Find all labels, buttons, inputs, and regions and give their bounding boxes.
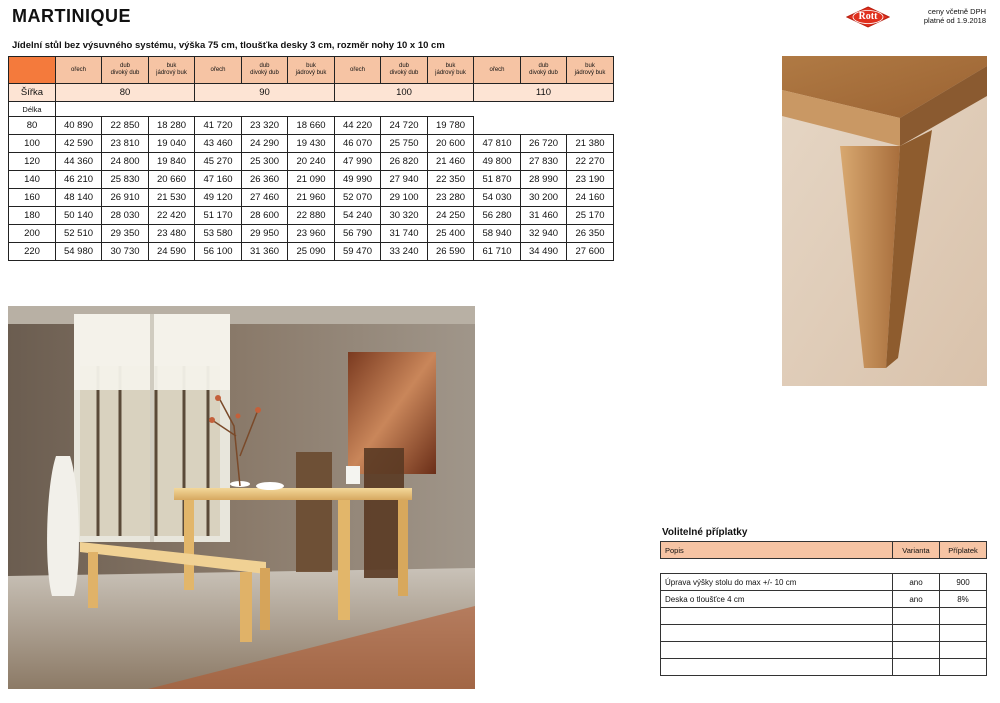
price-cell: 31 740 bbox=[381, 225, 428, 243]
price-cell: 22 420 bbox=[149, 207, 195, 225]
surcharge-variant bbox=[893, 642, 940, 659]
wood-type-header bbox=[428, 57, 474, 84]
price-cell: 20 660 bbox=[149, 171, 195, 189]
price-cell: 26 590 bbox=[428, 243, 474, 261]
price-cell: 40 890 bbox=[56, 117, 102, 135]
wood-type-label: jádrový buk bbox=[435, 70, 466, 76]
price-cell: 34 490 bbox=[521, 243, 567, 261]
length-value: 180 bbox=[9, 207, 56, 225]
price-cell: 44 220 bbox=[335, 117, 381, 135]
room-scene-photo bbox=[8, 306, 475, 689]
width-value: 100 bbox=[335, 84, 474, 102]
surcharge-row bbox=[661, 659, 987, 676]
wood-header-row bbox=[9, 57, 614, 84]
wood-type-label: buk bbox=[445, 63, 456, 69]
wood-type-label: divoký dub bbox=[389, 70, 419, 76]
width-label: Šířka bbox=[9, 84, 56, 102]
surcharge-amount bbox=[940, 608, 987, 625]
surcharge-row bbox=[661, 642, 987, 659]
price-cell: 30 730 bbox=[102, 243, 149, 261]
wood-type-label: divoký dub bbox=[250, 70, 279, 76]
price-cell: 45 270 bbox=[195, 153, 242, 171]
price-row bbox=[9, 243, 614, 261]
price-cell: 24 800 bbox=[102, 153, 149, 171]
price-cell: 23 320 bbox=[242, 117, 288, 135]
price-cell: 30 320 bbox=[381, 207, 428, 225]
price-cell: 49 990 bbox=[335, 171, 381, 189]
price-cell: 29 950 bbox=[242, 225, 288, 243]
wood-type-label: buk bbox=[166, 63, 177, 69]
surcharge-row bbox=[661, 625, 987, 642]
surcharge-row bbox=[661, 608, 987, 625]
wood-type-header bbox=[474, 57, 521, 84]
surcharge-amount: 900 bbox=[940, 574, 987, 591]
price-note-valid-from: platné od 1.9.2018 bbox=[923, 16, 986, 25]
wood-type-header bbox=[242, 57, 288, 84]
price-cell: 58 940 bbox=[474, 225, 521, 243]
surcharge-description bbox=[661, 608, 893, 625]
price-cell: 56 100 bbox=[195, 243, 242, 261]
width-row bbox=[9, 84, 614, 102]
price-cell: 27 940 bbox=[381, 171, 428, 189]
price-cell: 44 360 bbox=[56, 153, 102, 171]
price-row bbox=[9, 135, 614, 153]
price-cell: 24 290 bbox=[242, 135, 288, 153]
price-cell: 24 590 bbox=[149, 243, 195, 261]
length-value: 100 bbox=[9, 135, 56, 153]
wood-type-label: jádrový buk bbox=[574, 70, 606, 76]
wood-type-label: buk bbox=[306, 63, 316, 69]
wood-type-label: dub bbox=[259, 63, 270, 69]
price-cell: 31 360 bbox=[242, 243, 288, 261]
price-cell: 46 210 bbox=[56, 171, 102, 189]
surcharge-description bbox=[661, 659, 893, 676]
price-cell: 29 100 bbox=[381, 189, 428, 207]
length-value: 80 bbox=[9, 117, 56, 135]
price-cell: 54 980 bbox=[56, 243, 102, 261]
price-cell: 56 280 bbox=[474, 207, 521, 225]
price-cell: 18 280 bbox=[149, 117, 195, 135]
price-cell: 28 600 bbox=[242, 207, 288, 225]
price-cell: 42 590 bbox=[56, 135, 102, 153]
price-note bbox=[924, 7, 986, 25]
wood-type-label: divoký dub bbox=[110, 70, 140, 76]
price-cell: 59 470 bbox=[335, 243, 381, 261]
wood-type-label: ořech bbox=[349, 66, 365, 73]
wood-type-header bbox=[56, 57, 102, 84]
price-cell: 49 800 bbox=[474, 153, 521, 171]
price-cell: 28 990 bbox=[521, 171, 567, 189]
logo-text: Rott bbox=[858, 11, 878, 22]
price-cell: 22 270 bbox=[567, 153, 614, 171]
surcharge-amount bbox=[940, 659, 987, 676]
surcharge-row bbox=[661, 591, 987, 608]
price-cell: 23 960 bbox=[288, 225, 335, 243]
price-cell: 21 960 bbox=[288, 189, 335, 207]
surcharges-title: Volitelné příplatky bbox=[662, 527, 748, 538]
length-value: 220 bbox=[9, 243, 56, 261]
surcharge-description bbox=[661, 642, 893, 659]
price-cell: 33 240 bbox=[381, 243, 428, 261]
price-row bbox=[9, 117, 614, 135]
surcharge-variant bbox=[893, 659, 940, 676]
price-cell: 52 070 bbox=[335, 189, 381, 207]
surcharge-amount: 8% bbox=[940, 591, 987, 608]
wood-type-header bbox=[567, 57, 614, 84]
wood-type-label: dub bbox=[119, 63, 130, 69]
price-cell: 26 360 bbox=[242, 171, 288, 189]
surcharge-row bbox=[661, 574, 987, 591]
price-row bbox=[9, 225, 614, 243]
price-cell: 47 990 bbox=[335, 153, 381, 171]
surcharges-table bbox=[660, 541, 987, 676]
wood-type-label: jádrový buk bbox=[295, 70, 327, 76]
price-cell: 26 350 bbox=[567, 225, 614, 243]
wood-type-header bbox=[335, 57, 381, 84]
price-cell: 26 910 bbox=[102, 189, 149, 207]
price-cell: 54 240 bbox=[335, 207, 381, 225]
price-cell: 31 460 bbox=[521, 207, 567, 225]
price-cell: 19 840 bbox=[149, 153, 195, 171]
product-description: Jídelní stůl bez výsuvného systému, výška 75 cm, tloušťka desky 3 cm, rozměr nohy 10 x 10 cm bbox=[12, 40, 445, 51]
price-cell: 47 160 bbox=[195, 171, 242, 189]
price-cell: 22 850 bbox=[102, 117, 149, 135]
wood-type-header bbox=[195, 57, 242, 84]
surcharges-header-surcharge: Příplatek bbox=[940, 542, 987, 559]
price-note-vat: ceny včetně DPH bbox=[928, 7, 986, 16]
price-cell: 51 870 bbox=[474, 171, 521, 189]
price-row bbox=[9, 189, 614, 207]
price-cell: 25 300 bbox=[242, 153, 288, 171]
price-cell: 23 810 bbox=[102, 135, 149, 153]
length-label-spacer bbox=[56, 102, 614, 117]
price-cell: 41 720 bbox=[195, 117, 242, 135]
wood-type-label: ořech bbox=[70, 66, 86, 73]
price-row bbox=[9, 171, 614, 189]
wood-type-label: dub bbox=[538, 63, 549, 69]
surcharge-amount bbox=[940, 625, 987, 642]
price-cell: 24 250 bbox=[428, 207, 474, 225]
surcharge-description bbox=[661, 625, 893, 642]
price-row bbox=[9, 153, 614, 171]
price-cell: 20 600 bbox=[428, 135, 474, 153]
price-cell: 27 460 bbox=[242, 189, 288, 207]
price-cell: 48 140 bbox=[56, 189, 102, 207]
price-cell: 25 170 bbox=[567, 207, 614, 225]
price-cell: 26 820 bbox=[381, 153, 428, 171]
price-cell: 23 190 bbox=[567, 171, 614, 189]
price-cell: 32 940 bbox=[521, 225, 567, 243]
surcharges-header-row bbox=[661, 542, 987, 559]
length-value: 120 bbox=[9, 153, 56, 171]
price-cell: 47 810 bbox=[474, 135, 521, 153]
wood-type-header bbox=[521, 57, 567, 84]
wood-type-header bbox=[149, 57, 195, 84]
wood-type-header bbox=[102, 57, 149, 84]
price-cell: 21 530 bbox=[149, 189, 195, 207]
price-cell: 26 720 bbox=[521, 135, 567, 153]
price-cell: 56 790 bbox=[335, 225, 381, 243]
wood-type-label: buk bbox=[585, 63, 595, 69]
price-cell: 24 160 bbox=[567, 189, 614, 207]
price-cell: 28 030 bbox=[102, 207, 149, 225]
price-cell: 19 430 bbox=[288, 135, 335, 153]
price-cell: 23 480 bbox=[149, 225, 195, 243]
price-cell: 29 350 bbox=[102, 225, 149, 243]
price-cell: 25 750 bbox=[381, 135, 428, 153]
price-cell bbox=[567, 117, 614, 135]
price-cell: 21 460 bbox=[428, 153, 474, 171]
price-table bbox=[8, 56, 614, 261]
price-cell: 61 710 bbox=[474, 243, 521, 261]
surcharge-description: Úprava výšky stolu do max +/- 10 cm bbox=[661, 574, 893, 591]
price-cell: 22 350 bbox=[428, 171, 474, 189]
price-cell: 18 660 bbox=[288, 117, 335, 135]
price-cell: 19 780 bbox=[428, 117, 474, 135]
surcharges-header-variant: Varianta bbox=[893, 542, 940, 559]
price-cell: 50 140 bbox=[56, 207, 102, 225]
width-value: 110 bbox=[474, 84, 614, 102]
length-label: Délka bbox=[9, 102, 56, 117]
price-cell bbox=[521, 117, 567, 135]
wood-type-label: divoký dub bbox=[529, 70, 558, 76]
price-cell bbox=[474, 117, 521, 135]
price-cell: 53 580 bbox=[195, 225, 242, 243]
length-label-row bbox=[9, 102, 614, 117]
surcharges-spacer-row bbox=[661, 559, 987, 574]
price-cell: 27 830 bbox=[521, 153, 567, 171]
surcharge-variant bbox=[893, 608, 940, 625]
price-cell: 30 200 bbox=[521, 189, 567, 207]
surcharge-variant: ano bbox=[893, 591, 940, 608]
price-cell: 51 170 bbox=[195, 207, 242, 225]
length-value: 160 bbox=[9, 189, 56, 207]
wood-type-header bbox=[288, 57, 335, 84]
price-row bbox=[9, 207, 614, 225]
wood-type-label: ořech bbox=[210, 66, 226, 73]
price-cell: 20 240 bbox=[288, 153, 335, 171]
header-corner-cell bbox=[9, 57, 56, 84]
width-value: 90 bbox=[195, 84, 335, 102]
price-cell: 54 030 bbox=[474, 189, 521, 207]
price-cell: 25 400 bbox=[428, 225, 474, 243]
price-cell: 27 600 bbox=[567, 243, 614, 261]
table-leg-detail-photo bbox=[782, 56, 987, 386]
price-cell: 21 380 bbox=[567, 135, 614, 153]
price-cell: 23 280 bbox=[428, 189, 474, 207]
page-title: MARTINIQUE bbox=[12, 6, 131, 26]
width-value: 80 bbox=[56, 84, 195, 102]
price-cell: 22 880 bbox=[288, 207, 335, 225]
surcharge-description: Deska o tloušťce 4 cm bbox=[661, 591, 893, 608]
wood-type-label: dub bbox=[398, 63, 409, 69]
price-cell: 25 090 bbox=[288, 243, 335, 261]
price-cell: 46 070 bbox=[335, 135, 381, 153]
price-cell: 21 090 bbox=[288, 171, 335, 189]
surcharge-amount bbox=[940, 642, 987, 659]
price-cell: 19 040 bbox=[149, 135, 195, 153]
wood-type-header bbox=[381, 57, 428, 84]
surcharge-variant bbox=[893, 625, 940, 642]
price-cell: 24 720 bbox=[381, 117, 428, 135]
surcharge-variant: ano bbox=[893, 574, 940, 591]
price-cell: 49 120 bbox=[195, 189, 242, 207]
wood-type-label: jádrový buk bbox=[156, 70, 187, 76]
length-value: 140 bbox=[9, 171, 56, 189]
wood-type-label: ořech bbox=[489, 66, 505, 73]
length-value: 200 bbox=[9, 225, 56, 243]
price-cell: 52 510 bbox=[56, 225, 102, 243]
price-cell: 43 460 bbox=[195, 135, 242, 153]
price-cell: 25 830 bbox=[102, 171, 149, 189]
surcharges-header-description: Popis bbox=[661, 542, 893, 559]
